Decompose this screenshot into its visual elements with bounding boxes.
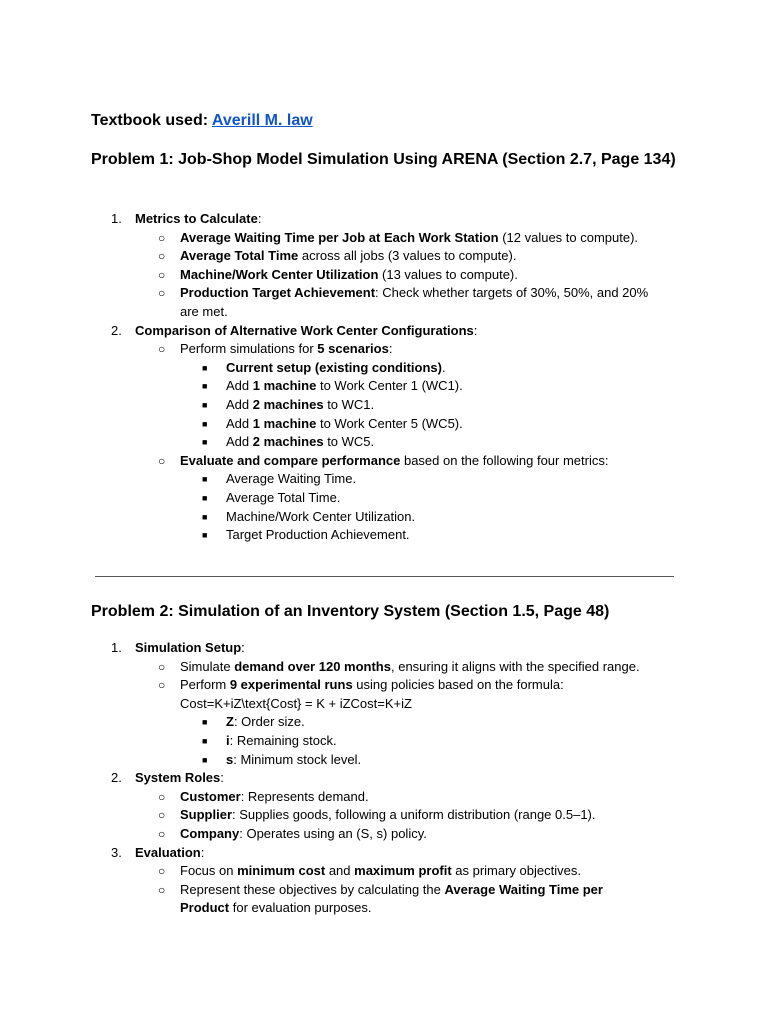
square-bullet-icon: ■ bbox=[202, 717, 208, 728]
list-item: ○ Average Total Time across all jobs (3 values to compute). bbox=[91, 247, 691, 266]
hollow-circle-bullet-icon: ○ bbox=[158, 249, 166, 264]
hollow-circle-bullet-icon: ○ bbox=[158, 267, 166, 282]
list-item: ■ Add 1 machine to Work Center 5 (WC5). bbox=[91, 415, 691, 434]
list-item: ■ Add 2 machines to WC5. bbox=[91, 433, 691, 452]
list-item: ○ Perform 9 experimental runs using policies based on the formula: bbox=[91, 676, 691, 695]
square-bullet-icon: ■ bbox=[202, 437, 208, 448]
square-bullet-icon: ■ bbox=[202, 511, 208, 522]
hollow-circle-bullet-icon: ○ bbox=[158, 678, 166, 693]
list-item: ○ Evaluate and compare performance based on the following four metrics: bbox=[91, 452, 691, 471]
list-item: ■ Z: Order size. bbox=[91, 713, 691, 732]
formula-line: Cost=K+iZ\text{Cost} = K + iZCost=K+iZ bbox=[180, 695, 412, 711]
list-item: ■ s: Minimum stock level. bbox=[91, 751, 691, 770]
hollow-circle-bullet-icon: ○ bbox=[158, 342, 166, 357]
textbook-heading: Textbook used: Averill M. law bbox=[91, 112, 313, 129]
horizontal-divider bbox=[95, 576, 674, 577]
list-item: ○ Simulate demand over 120 months, ensuring it aligns with the specified range. bbox=[91, 658, 691, 677]
problem1-list bbox=[91, 210, 691, 545]
hollow-circle-bullet-icon: ○ bbox=[158, 659, 166, 674]
list-item: 1. Metrics to Calculate: bbox=[111, 211, 262, 226]
list-item: ■ Add 2 machines to WC1. bbox=[91, 396, 691, 415]
list-item: ○ Supplier: Supplies goods, following a uniform distribution (range 0.5–1). bbox=[91, 806, 691, 825]
list-item: ■ Current setup (existing conditions). bbox=[91, 359, 691, 378]
list-item: ○ Customer: Represents demand. bbox=[91, 788, 691, 807]
list-item: ○ Company: Operates using an (S, s) policy. bbox=[91, 825, 691, 844]
list-item: ○ Machine/Work Center Utilization (13 values to compute). bbox=[91, 266, 691, 285]
list-item: 2. Comparison of Alternative Work Center Configurations: bbox=[111, 322, 478, 338]
list-item: ■ Target Production Achievement. bbox=[91, 526, 691, 545]
list-item: ■ i: Remaining stock. bbox=[91, 732, 691, 751]
list-item: ○ Perform simulations for 5 scenarios: bbox=[91, 340, 691, 359]
hollow-circle-bullet-icon: ○ bbox=[158, 453, 166, 468]
list-item: 2. System Roles: bbox=[111, 770, 224, 786]
square-bullet-icon: ■ bbox=[202, 381, 208, 392]
list-item: ○ Represent these objectives by calculating the Average Waiting Time per Product for evaluation purposes. bbox=[158, 881, 603, 916]
hollow-circle-bullet-icon: ○ bbox=[158, 864, 166, 879]
square-bullet-icon: ■ bbox=[202, 530, 208, 541]
list-item: 1. Simulation Setup: bbox=[111, 640, 245, 655]
hollow-circle-bullet-icon: ○ bbox=[158, 789, 166, 804]
list-item: 3. Evaluation: bbox=[111, 844, 205, 860]
list-item: ■ Average Total Time. bbox=[91, 489, 691, 508]
square-bullet-icon: ■ bbox=[202, 754, 208, 765]
problem2-list bbox=[91, 639, 691, 918]
list-item: ○ Average Waiting Time per Job at Each Work Station (12 values to compute). bbox=[91, 229, 691, 248]
hollow-circle-bullet-icon: ○ bbox=[158, 826, 166, 841]
square-bullet-icon: ■ bbox=[202, 492, 208, 503]
hollow-circle-bullet-icon: ○ bbox=[158, 808, 166, 823]
square-bullet-icon: ■ bbox=[202, 399, 208, 410]
square-bullet-icon: ■ bbox=[202, 362, 208, 373]
problem2-title: Problem 2: Simulation of an Inventory System (Section 1.5, Page 48) bbox=[91, 603, 610, 620]
list-item: ■ Machine/Work Center Utilization. bbox=[91, 508, 691, 527]
square-bullet-icon: ■ bbox=[202, 735, 208, 746]
list-item: ■ Average Waiting Time. bbox=[91, 470, 691, 489]
list-item: ■ Add 1 machine to Work Center 1 (WC1). bbox=[91, 377, 691, 396]
square-bullet-icon: ■ bbox=[202, 474, 208, 485]
square-bullet-icon: ■ bbox=[202, 418, 208, 429]
hollow-circle-bullet-icon: ○ bbox=[158, 286, 166, 301]
textbook-link[interactable]: Averill M. law bbox=[211, 112, 313, 129]
list-item: ○ Production Target Achievement: Check whether targets of 30%, 50%, and 20% are met. bbox=[158, 285, 649, 319]
list-item: ○ Focus on minimum cost and maximum profit as primary objectives. bbox=[91, 862, 691, 881]
problem1-title: Problem 1: Job-Shop Model Simulation Using ARENA (Section 2.7, Page 134) bbox=[91, 151, 676, 168]
hollow-circle-bullet-icon: ○ bbox=[158, 882, 166, 897]
hollow-circle-bullet-icon: ○ bbox=[158, 230, 166, 245]
